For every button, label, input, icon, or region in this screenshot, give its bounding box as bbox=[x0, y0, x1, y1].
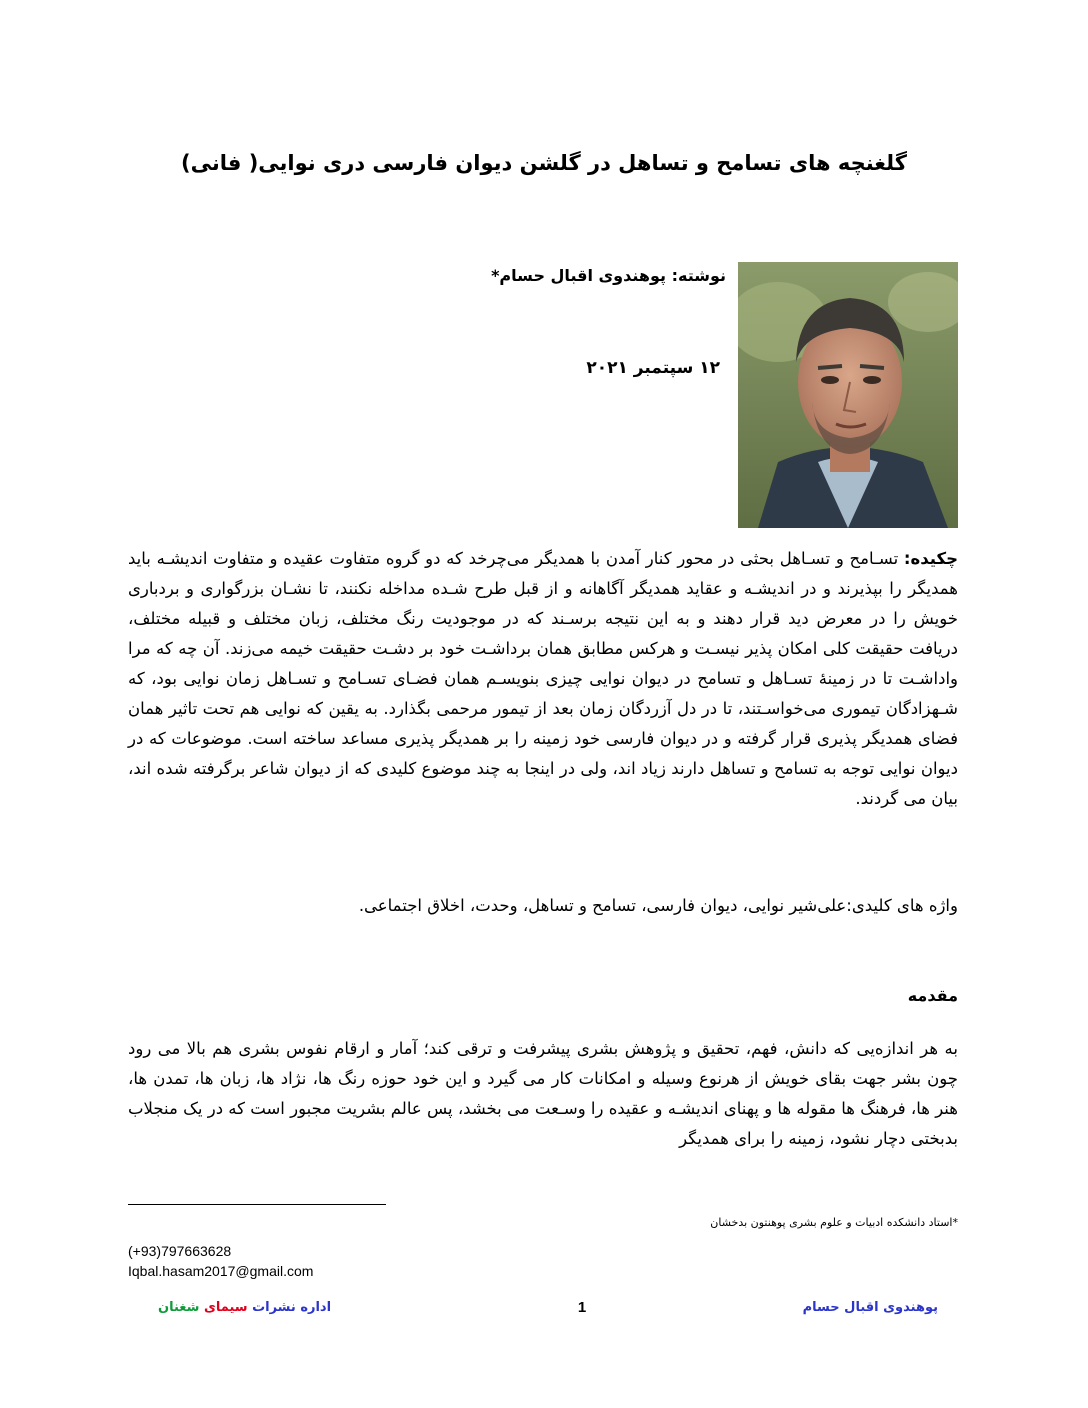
introduction-paragraph: به هر اندازه‌یی که دانش، فهم، تحقیق و پژوهش بشری پیشرفت و ترقی کند؛ آمار و ارقام نفوس بشری هم بالا می رود چون بشر جهت بقای خویش از هرنوع وسیله و امکانات کار می گیرد و این خود حوزه رنگ ها، نژاد ها، زبان ها، تمدن ها، هنر ها، فرهنگ ها مقوله ها و پهنای اندیشـه و عقیده را وسـعت می بخشد، پس عالم بشریت مجبور است که در یک منجلاب بدبختی دچار نشود، زمینه را برای همدیگر bbox=[128, 1039, 958, 1148]
footer-publisher bbox=[158, 1300, 331, 1315]
footnote-separator bbox=[128, 1204, 386, 1205]
contact-phone: (+93)797663628 bbox=[128, 1243, 232, 1259]
footnote-text: *استاد دانشکده ادبیات و علوم بشری پوهنتون بدخشان bbox=[710, 1216, 958, 1229]
author-line: نوشته: پوهندوی اقبال حسام* bbox=[491, 266, 726, 285]
section-heading-introduction: مقدمه bbox=[907, 986, 958, 1005]
document-title: گلغنچه های تسامح و تساهل در گلشن دیوان فارسی دری نوایی( فانی) bbox=[181, 151, 907, 175]
publication-date: ۱۲ سپتمبر ۲۰۲۱ bbox=[586, 358, 720, 378]
footer-publisher-prefix: اداره نشرات bbox=[247, 1300, 332, 1315]
footer-publisher-name-part1: سیمای bbox=[203, 1300, 248, 1315]
contact-email[interactable]: Iqbal.hasam2017@gmail.com bbox=[128, 1263, 314, 1279]
abstract-paragraph bbox=[128, 544, 958, 814]
abstract-text: تسـامح و تسـاهل بحثی در محور کنار آمدن با همدیگر می‌چرخد که دو گروه متفاوت عقیده و متفاوت اندیشـه باید همدیگر را بپذیرند و در اندیشـه و عقاید همدیگر آگاهانه و از قبل طرح شـده مداخله نکنند، تا نشـان بزرگواری و بردباری خویش را در معرض دید قرار دهند و به این نتیجه برسـند که در موجودیت رنگ مختلف، زبان مختلف و قبیله مختلف، دریافت حقیقت کلی امکان پذیر نیسـت و هرکس مطابق همان برداشـت خود بر دشـت حقیقت خیمه می‌زند. آن چه که مرا واداشـت تا در زمینهٔ تسـاهل و تسامح در دیوان نوایی چیزی بنویسـم همان فضـای تسـامح و تسـاهل زمان نوایی بود، که شـهزادگان تیموری می‌خواسـتند، تا در دل آزردگان زمان بعد از تیمور مرحمی بگذارد. به یقین که نوایی هم تحت تاثیر همان فضای همدیگر پذیری قرار گرفته و در دیوان فارسی خود زمینه را بر همدیگر پذیری مساعد ساخته است. موضوعات که در دیوان نوایی توجه به تسامح و تساهل دارند زیاد اند، ولی در اینجا به چند موضوع کلیدی که از دیوان شاعر برگرفته شده اند، بیان می گردند. bbox=[128, 549, 958, 808]
page-number: 1 bbox=[577, 1299, 587, 1316]
keywords-line: واژه های کلیدی:علی‌شیر نوایی، دیوان فارسی، تسامح و تساهل، وحدت، اخلاق اجتماعی. bbox=[358, 896, 958, 915]
abstract-label: چکیده: bbox=[903, 549, 958, 568]
footer-author-name: پوهندوی اقبال حسام bbox=[802, 1300, 938, 1315]
footer-publisher-name-part2: شغنان bbox=[158, 1300, 204, 1315]
author-photo bbox=[738, 262, 958, 528]
